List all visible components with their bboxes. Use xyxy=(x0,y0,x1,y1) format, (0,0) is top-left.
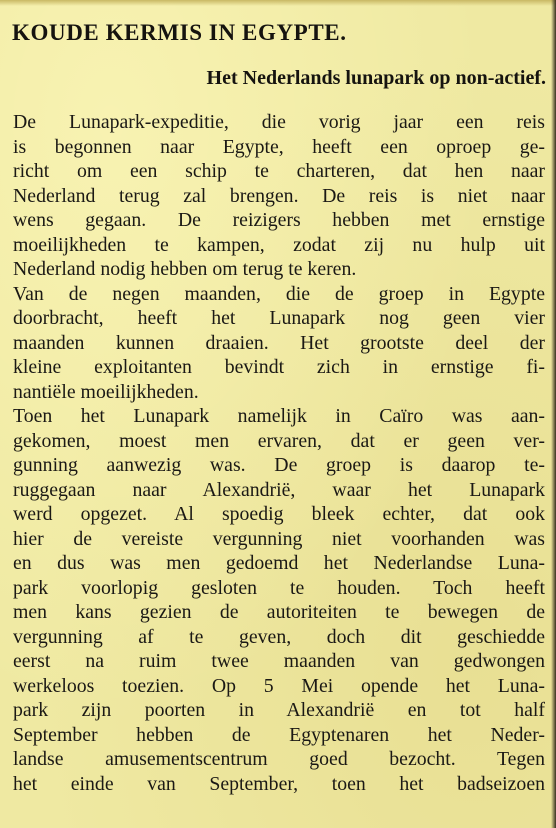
article-body xyxy=(13,110,545,796)
article-line: Van de negen maanden, die de groep in Egypte xyxy=(13,282,545,305)
article-line: hier de vereiste vergunning niet voorhanden was xyxy=(13,527,545,550)
article-line: De Lunapark-expeditie, die vorig jaar een reis xyxy=(13,111,545,133)
article-line: kleine exploitanten bevindt zich in ernstige fi- xyxy=(13,356,545,378)
article-line: men kans gezien de autoriteiten te bewegen de xyxy=(13,601,545,623)
article-line: Nederland terug zal brengen. De reis is niet naar xyxy=(13,184,545,207)
article-line: eerst na ruim twee maanden van gedwongen xyxy=(13,650,545,672)
article-line: September hebben de Egyptenaren het Neder- xyxy=(13,723,545,746)
article-line: werd opgezet. Al spoedig bleek echter, dat ook xyxy=(13,503,545,525)
article-line: Toen het Lunapark namelijk in Caïro was aan- xyxy=(13,405,545,427)
article-line: wens gegaan. De reizigers hebben met ernstige xyxy=(13,209,545,231)
article-line: nantiële moeilijkheden. xyxy=(13,380,199,403)
article-line: en dus was men gedoemd het Nederlandse Luna- xyxy=(13,552,545,574)
article-line: gunning aanwezig was. De groep is daarop te- xyxy=(13,454,545,476)
article-line: park voorlopig gesloten te houden. Toch heeft xyxy=(13,576,545,599)
paper-edge-top xyxy=(0,0,556,6)
article-line: werkeloos toezien. Op 5 Mei opende het Luna- xyxy=(13,674,545,697)
paper-edge-right xyxy=(551,0,556,828)
article-line: doorbracht, heeft het Lunapark nog geen vier xyxy=(13,307,545,329)
article-line: maanden kunnen draaien. Het grootste deel der xyxy=(13,331,545,354)
article-line: park zijn poorten in Alexandrië en tot half xyxy=(13,699,545,721)
article-line: het einde van September, toen het badseizoen xyxy=(13,772,545,795)
article-line: landse amusementscentrum goed bezocht. Tegen xyxy=(13,748,545,770)
headline: KOUDE KERMIS IN EGYPTE. xyxy=(12,20,347,45)
article-line: is begonnen naar Egypte, heeft een oproep ge- xyxy=(13,135,545,158)
article-line: ruggegaan naar Alexandrië, waar het Lunapark xyxy=(13,478,545,501)
article-line: richt om een schip te charteren, dat hen naar xyxy=(13,160,545,182)
article-line: moeilijkheden te kampen, zodat zij nu hulp uit xyxy=(13,233,545,256)
article-line: gekomen, moest men ervaren, dat er geen ver- xyxy=(13,429,545,452)
subheadline: Het Nederlands lunapark op non-actief. xyxy=(206,67,546,89)
article-line: vergunning af te geven, doch dit geschiedde xyxy=(13,625,545,648)
article-line: Nederland nodig hebben om terug te keren. xyxy=(13,258,357,280)
